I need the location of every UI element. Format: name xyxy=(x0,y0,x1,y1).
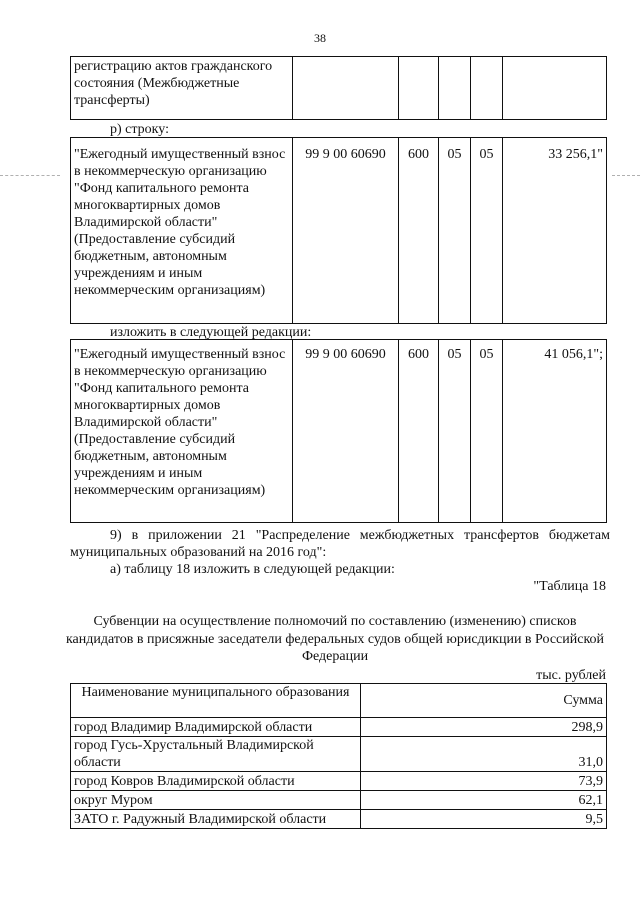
sum-cell: 9,5 xyxy=(361,810,607,829)
municipality-name-cell: город Гусь-Хрустальный Владимирской области xyxy=(71,737,361,772)
table-row xyxy=(71,772,607,791)
table-header-row xyxy=(71,684,607,718)
municipality-name-cell: город Владимир Владимирской области xyxy=(71,718,361,737)
pr-cell: 05 xyxy=(471,138,503,324)
code-cell: 99 9 00 60690 xyxy=(293,340,399,523)
sum-cell: 31,0 xyxy=(361,737,607,772)
rz-cell: 05 xyxy=(439,340,471,523)
rz-cell xyxy=(439,57,471,120)
row-name-cell: "Ежегодный имущественный взнос в некоммерческую организацию "Фонд капитального ремонта многоквартирных домов Владимирской области" (Предоставление субсидий бюджетным, автономным учреждениям и иным некоммерческим организациям) xyxy=(71,340,293,523)
table-row xyxy=(71,57,607,120)
scan-artifact-line-right xyxy=(612,175,640,176)
header-name-cell: Наименование муниципального образования xyxy=(71,684,361,718)
table-label: "Таблица 18 xyxy=(533,579,606,594)
subsidy-table xyxy=(70,683,607,829)
budget-table-fragment-top xyxy=(70,56,607,120)
table-title: Субвенции на осуществление полномочий по составлению (изменению) списков кандидатов в присяжные заседатели федеральных судов общей юрисдикции в Российской Федерации xyxy=(65,614,605,664)
label-string-r: р) строку: xyxy=(110,122,169,137)
label-edit: изложить в следующей редакции: xyxy=(110,325,312,340)
pr-cell xyxy=(471,57,503,120)
page-number: 38 xyxy=(314,31,326,45)
table-row xyxy=(71,718,607,737)
amount-cell: 33 256,1" xyxy=(503,138,607,324)
code-cell xyxy=(293,57,399,120)
scan-artifact-line-left xyxy=(0,175,60,176)
vr-cell: 600 xyxy=(399,340,439,523)
table-row xyxy=(71,737,607,772)
row-name-cell: "Ежегодный имущественный взнос в некоммерческую организацию "Фонд капитального ремонта многоквартирных домов Владимирской области" (Предоставление субсидий бюджетным, автономным учреждениям и иным некоммерческим организациям) xyxy=(71,138,293,324)
pr-cell: 05 xyxy=(471,340,503,523)
vr-cell xyxy=(399,57,439,120)
rz-cell: 05 xyxy=(439,138,471,324)
sum-cell: 298,9 xyxy=(361,718,607,737)
municipality-name-cell: город Ковров Владимирской области xyxy=(71,772,361,791)
header-sum-cell: Сумма xyxy=(361,684,607,718)
amount-cell: 41 056,1"; xyxy=(503,340,607,523)
table-row xyxy=(71,791,607,810)
units-label: тыс. рублей xyxy=(536,668,606,683)
code-cell: 99 9 00 60690 xyxy=(293,138,399,324)
vr-cell: 600 xyxy=(399,138,439,324)
sum-cell: 62,1 xyxy=(361,791,607,810)
budget-table-new-row xyxy=(70,339,607,523)
row-name-cell: регистрацию актов гражданского состояния (Межбюджетные трансферты) xyxy=(71,57,293,120)
paragraph-9: 9) в приложении 21 "Распределение межбюджетных трансфертов бюджетам муниципальных образований на 2016 год": xyxy=(70,528,610,560)
table-row xyxy=(71,340,607,523)
municipality-name-cell: округ Муром xyxy=(71,791,361,810)
paragraph-a: а) таблицу 18 изложить в следующей редакции: xyxy=(110,562,395,577)
municipality-name-cell: ЗАТО г. Радужный Владимирской области xyxy=(71,810,361,829)
budget-table-old-row xyxy=(70,137,607,324)
table-row xyxy=(71,138,607,324)
amount-cell xyxy=(503,57,607,120)
sum-cell: 73,9 xyxy=(361,772,607,791)
table-row xyxy=(71,810,607,829)
